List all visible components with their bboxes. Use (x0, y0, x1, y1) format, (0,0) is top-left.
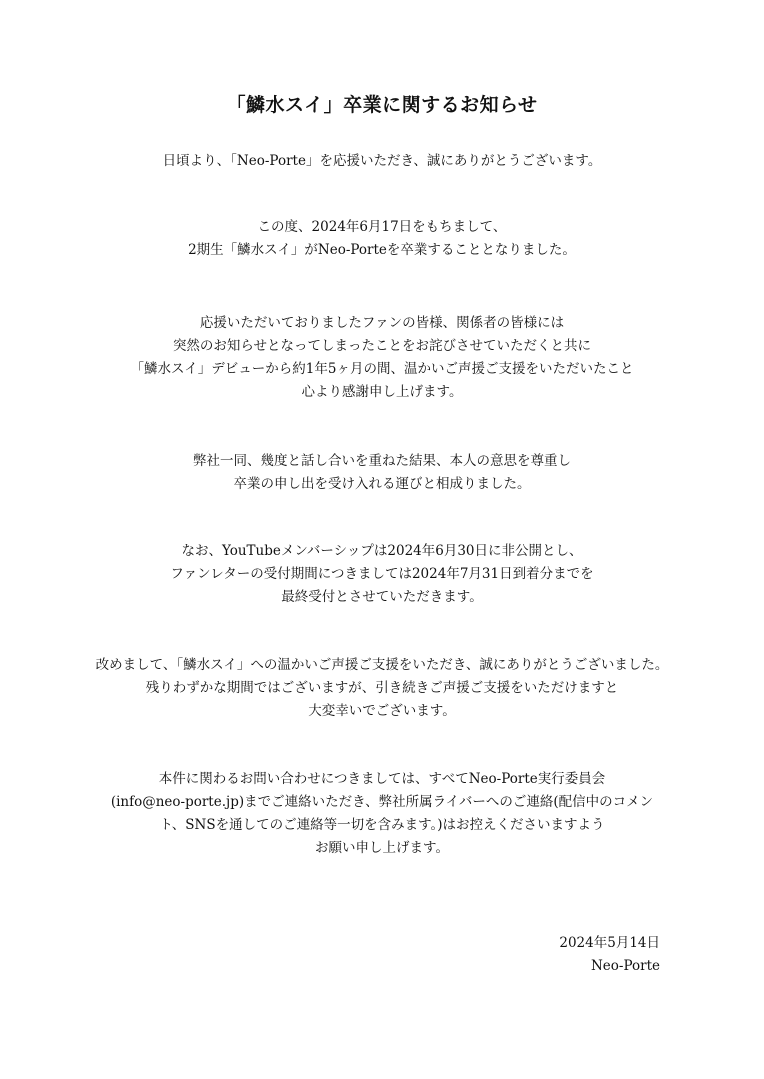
decision-paragraph (0, 450, 764, 496)
paragraph-line: 残りわずかな期間ではございますが、引き続きご声援ご支援をいただけますと (145, 680, 619, 696)
paragraph-line: お願い申し上げます。 (315, 840, 449, 856)
paragraph-line: ファンレターの受付期間につきましては2024年7月31日到着分までを (170, 566, 594, 582)
membership-paragraph (0, 540, 764, 609)
paragraph-line: 改めまして、「鱗水スイ」への温かいご声援ご支援をいただき、誠にありがとうございました。 (95, 657, 669, 673)
paragraph-line: 日頃より、「Neo-Porte」を応援いただき、誠にありがとうございます。 (162, 153, 602, 169)
signature-block (559, 932, 660, 978)
thanks-paragraph (0, 312, 764, 404)
paragraph-line: 卒業の申し出を受け入れる運びと相成りました。 (233, 476, 531, 492)
paragraph-line: 最終受付とさせていただきます。 (281, 589, 483, 605)
page-title: 「鱗水スイ」卒業に関するお知らせ (226, 94, 538, 116)
signature-company: Neo-Porte (590, 958, 660, 974)
paragraph-line: 本件に関わるお問い合わせにつきましては、すべてNeo-Porte実行委員会 (158, 771, 606, 787)
paragraph-line: 「鱗水スイ」デビューから約1年5ヶ月の間、温かいご声援ご支援をいただいたこと (130, 361, 634, 377)
paragraph-line: 突然のお知らせとなってしまったことをお詫びさせていただくと共に (172, 338, 592, 354)
paragraph-line: 応援いただいておりましたファンの皆様、関係者の皆様には (199, 315, 565, 331)
paragraph-line: 弊社一同、幾度と話し合いを重ねた結果、本人の意思を尊重し (193, 453, 571, 469)
paragraph-line: 心より感謝申し上げます。 (301, 384, 463, 400)
paragraph-line: なお、YouTubeメンバーシップは2024年6月30日に非公開とし、 (181, 543, 583, 559)
paragraph-line: 2期生「鱗水スイ」がNeo-Porteを卒業することとなりました。 (188, 242, 576, 258)
signature-date: 2024年5月14日 (559, 935, 660, 951)
paragraph-line: この度、2024年6月17日をもちまして、 (257, 219, 507, 235)
greeting-paragraph (0, 150, 764, 173)
graduation-date-paragraph (0, 216, 764, 262)
paragraph-line: (info@neo-porte.jp)までご連絡いただき、弊社所属ライバーへのご連絡(配信中のコメン (110, 794, 654, 810)
paragraph-line: 大変幸いでございます。 (308, 703, 456, 719)
closing-thanks-paragraph (0, 654, 764, 723)
paragraph-line: ト、SNSを通してのご連絡等一切を含みます。)はお控えくださいますよう (159, 817, 605, 833)
contact-paragraph (0, 768, 764, 860)
